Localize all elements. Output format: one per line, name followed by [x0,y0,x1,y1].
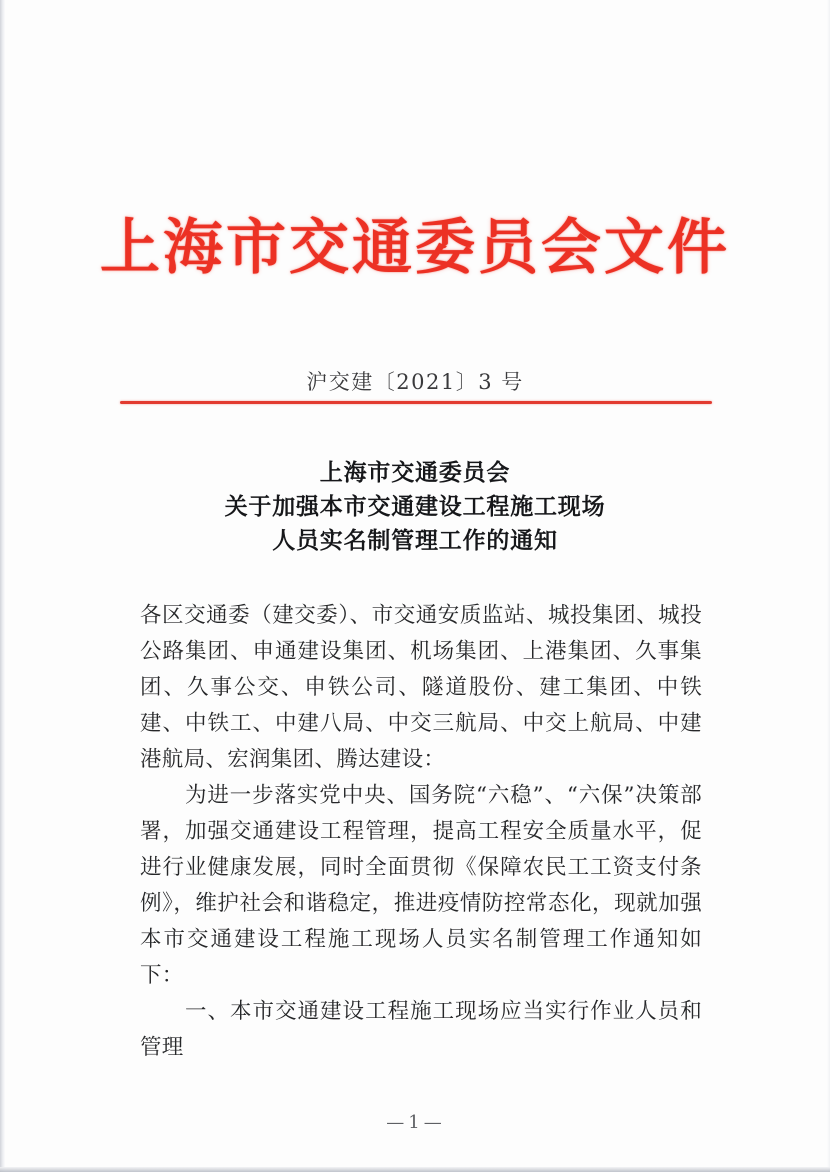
document-title-line-3: 人员实名制管理工作的通知 [272,527,558,554]
masthead-title: 上海市交通委员会文件 [100,213,730,283]
document-title-line-1: 上海市交通委员会 [319,459,511,486]
recipients-paragraph: 各区交通委（建交委）、市交通安质监站、城投集团、城投公路集团、申通建设集团、机场集团、上港集团、久事集团、久事公交、申铁公司、隧道股份、建工集团、中铁建、中铁工、中建八局、中交三航局、中交上航局、中建港航局、宏润集团、腾达建设： [140,603,702,772]
article-one-paragraph: 一、本市交通建设工程施工现场应当实行作业人员和管理 [140,999,702,1060]
red-divider-rule [120,401,712,404]
document-title [0,456,830,558]
document-number: 沪交建〔2021〕3 号 [306,370,524,394]
document-title-line-2: 关于加强本市交通建设工程施工现场 [224,493,606,520]
scan-edge-bottom [0,1167,830,1172]
document-body [140,598,702,1066]
footer-dash-left: — [386,1112,407,1133]
footer-page-number: 1 [408,1112,422,1133]
page-footer [0,1112,830,1133]
footer-dash-right: — [423,1112,444,1133]
masthead [0,212,830,285]
preamble-paragraph: 为进一步落实党中央、国务院“六稳”、“六保”决策部署，加强交通建设工程管理，提高工程安全质量水平，促进行业健康发展，同时全面贯彻《保障农民工工资支付条例》，维护社会和谐稳定，推进疫情防控常态化，现就加强本市交通建设工程施工现场人员实名制管理工作通知如下： [140,783,702,988]
scan-edge-left [0,0,5,1172]
